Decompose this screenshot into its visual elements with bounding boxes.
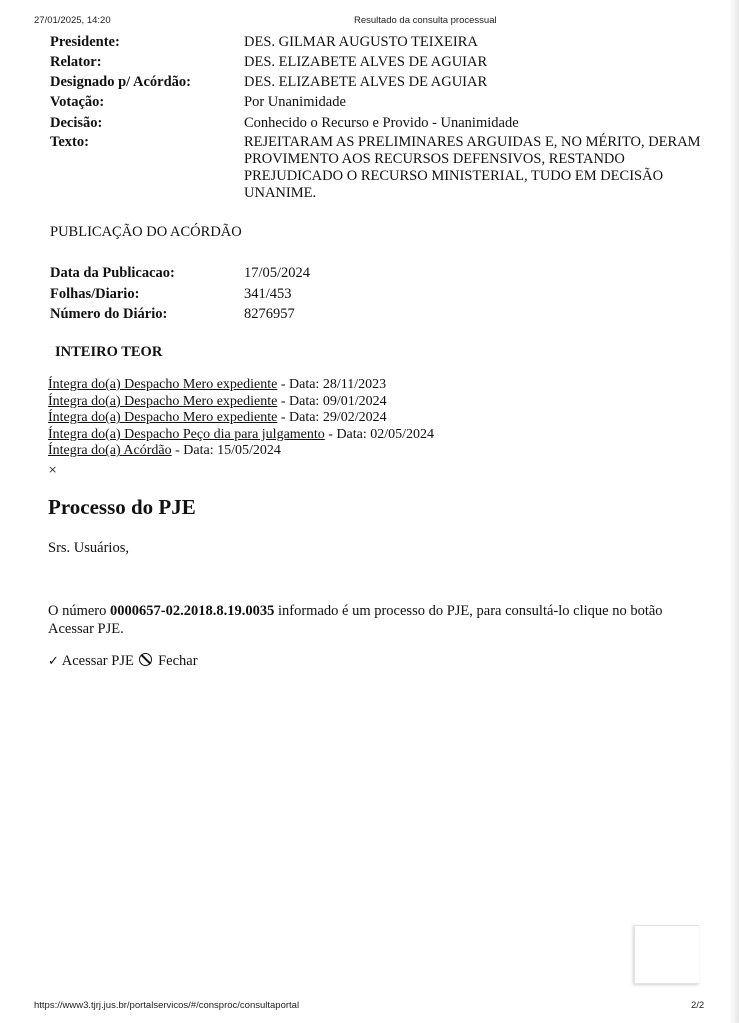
texto-value: REJEITARAM AS PRELIMINARES ARGUIDAS E, NO MÉRITO, DERAM PROVIMENTO AOS RECURSOS DEFENSIVOS, RESTANDO PREJUDICADO O RECURSO MINISTERIAL, TUDO EM DECISÃO UNANIME. xyxy=(244,134,701,201)
print-url: https://www3.tjrj.jus.br/portalservicos/#/consproc/consultaportal xyxy=(34,1000,300,1011)
print-title: Resultado da consulta processual xyxy=(354,15,497,26)
page-edge xyxy=(729,0,739,1023)
info-label: Presidente: xyxy=(50,34,120,50)
modal-title: Processo do PJE xyxy=(48,495,196,519)
ban-icon xyxy=(139,653,152,666)
integra-link[interactable]: Íntegra do(a) Despacho Mero expediente xyxy=(48,410,278,426)
integra-link[interactable]: Íntegra do(a) Despacho Mero expediente xyxy=(48,377,278,392)
info-value: DES. ELIZABETE ALVES DE AGUIAR xyxy=(244,54,488,70)
info-label: Votação: xyxy=(50,94,105,110)
integra-date: - Data: 02/05/2024 xyxy=(324,426,435,442)
info-label: Decisão: xyxy=(50,115,103,131)
pub-value: 8276957 xyxy=(244,306,295,322)
pub-value: 17/05/2024 xyxy=(244,265,311,281)
modal-actions xyxy=(48,653,198,670)
message-suffix: informado é um processo do PJE, para consultá-lo clique no botão Acessar PJE. xyxy=(48,603,663,637)
info-label: Relator: xyxy=(50,54,102,70)
info-value: Por Unanimidade xyxy=(244,94,346,110)
integra-list xyxy=(48,377,434,460)
inteiro-teor-title: INTEIRO TEOR xyxy=(55,344,163,360)
list-item xyxy=(48,377,434,394)
info-label: Designado p/ Acórdão: xyxy=(50,74,191,90)
info-label: Texto: xyxy=(50,134,89,150)
modal-close-icon[interactable]: × xyxy=(48,463,58,476)
floating-widget[interactable] xyxy=(634,925,699,984)
integra-date: - Data: 15/05/2024 xyxy=(171,443,281,459)
list-item xyxy=(48,443,434,460)
modal-message xyxy=(48,602,698,638)
process-number: 0000657-02.2018.8.19.0035 xyxy=(110,603,275,619)
pub-value: 341/453 xyxy=(244,286,292,302)
info-value: DES. GILMAR AUGUSTO TEIXEIRA xyxy=(244,34,478,50)
integra-date: - Data: 28/11/2023 xyxy=(277,377,387,392)
publicacao-title: PUBLICAÇÃO DO ACÓRDÃO xyxy=(50,224,242,240)
info-value: Conhecido o Recurso e Provido - Unanimidade xyxy=(244,115,519,131)
print-datetime: 27/01/2025, 14:20 xyxy=(34,15,111,26)
integra-date: - Data: 09/01/2024 xyxy=(277,393,387,409)
pub-label: Número do Diário: xyxy=(50,306,168,322)
access-pje-label: Acessar PJE xyxy=(61,653,134,669)
page-number: 2/2 xyxy=(691,1000,705,1011)
check-icon: ✓ xyxy=(48,654,59,669)
integra-link[interactable]: Íntegra do(a) Despacho Mero expediente xyxy=(48,393,278,409)
modal-greeting: Srs. Usuários, xyxy=(48,540,129,556)
message-prefix: O número xyxy=(48,603,111,619)
close-button[interactable] xyxy=(137,653,197,669)
integra-date: - Data: 29/02/2024 xyxy=(277,410,387,426)
integra-link[interactable]: Íntegra do(a) Despacho Peço dia para julgamento xyxy=(48,426,325,442)
pub-label: Data da Publicacao: xyxy=(50,265,175,281)
access-pje-button[interactable] xyxy=(48,653,134,669)
integra-link[interactable]: Íntegra do(a) Acórdão xyxy=(48,443,172,459)
close-label: Fechar xyxy=(158,653,198,669)
info-value: DES. ELIZABETE ALVES DE AGUIAR xyxy=(244,74,488,90)
pub-label: Folhas/Diario: xyxy=(50,286,140,302)
list-item xyxy=(48,410,434,427)
list-item xyxy=(48,427,434,444)
list-item xyxy=(48,394,434,411)
